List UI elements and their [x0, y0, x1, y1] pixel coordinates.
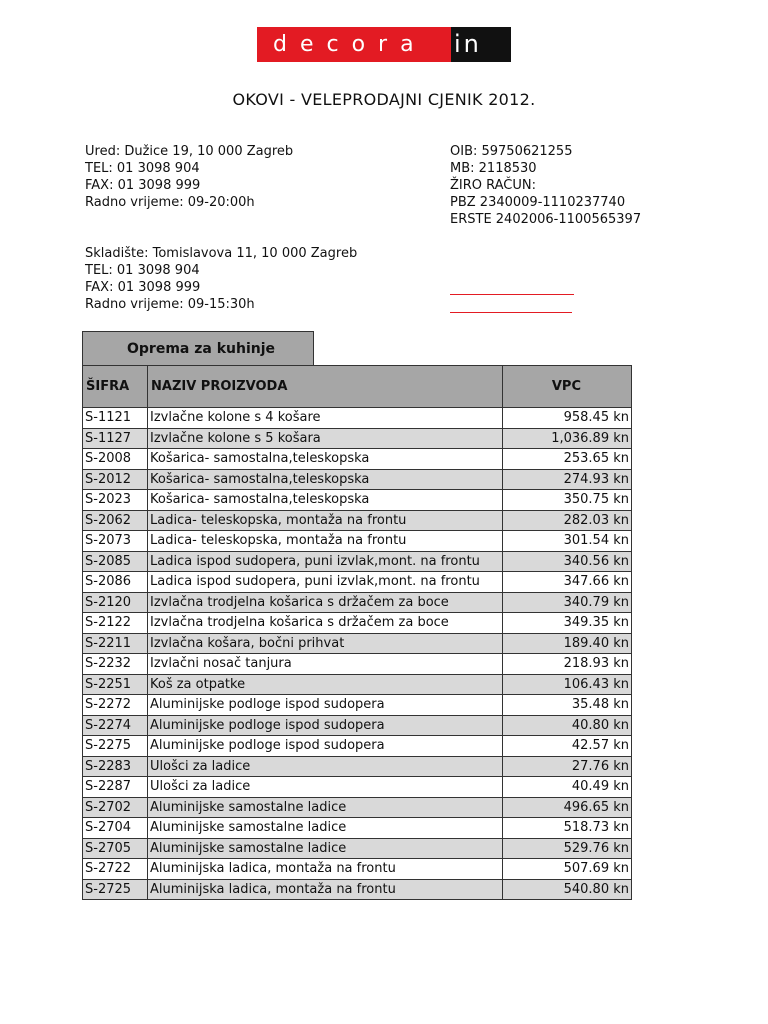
table-row — [83, 715, 632, 736]
product-code: S-2062 — [83, 510, 148, 531]
product-name: Ulošci za ladice — [148, 756, 503, 777]
logo-decora-text: decora — [257, 27, 451, 62]
table-row — [83, 756, 632, 777]
product-price: 340.79 kn — [503, 592, 632, 613]
warehouse-address: Skladište: Tomislavova 11, 10 000 Zagreb — [85, 246, 358, 261]
table-row — [83, 838, 632, 859]
product-price: 540.80 kn — [503, 879, 632, 900]
product-price: 35.48 kn — [503, 695, 632, 716]
table-row — [83, 428, 632, 449]
product-price: 106.43 kn — [503, 674, 632, 695]
product-name: Izvlačna košara, bočni prihvat — [148, 633, 503, 654]
product-name: Aluminijske podloge ispod sudopera — [148, 715, 503, 736]
table-row — [83, 613, 632, 634]
table-row — [83, 654, 632, 675]
table-row — [83, 510, 632, 531]
table-row — [83, 797, 632, 818]
product-code: S-2211 — [83, 633, 148, 654]
product-name: Izvlačna trodjelna košarica s držačem za boce — [148, 613, 503, 634]
column-header-name: NAZIV PROIZVODA — [148, 366, 503, 408]
product-code: S-1127 — [83, 428, 148, 449]
product-name: Košarica- samostalna,teleskopska — [148, 490, 503, 511]
product-name: Aluminijske samostalne ladice — [148, 838, 503, 859]
product-name: Izvlačne kolone s 4 košare — [148, 408, 503, 429]
product-name: Ladica ispod sudopera, puni izvlak,mont. na frontu — [148, 572, 503, 593]
product-price: 218.93 kn — [503, 654, 632, 675]
warehouse-tel: TEL: 01 3098 904 — [85, 263, 200, 278]
product-name: Izvlačna trodjelna košarica s držačem za boce — [148, 592, 503, 613]
product-price: 40.49 kn — [503, 777, 632, 798]
product-price: 518.73 kn — [503, 818, 632, 839]
product-code: S-2287 — [83, 777, 148, 798]
product-name: Ulošci za ladice — [148, 777, 503, 798]
office-address: Ured: Dužice 19, 10 000 Zagreb — [85, 144, 294, 159]
column-header-price: VPC — [503, 366, 632, 408]
product-name: Izvlačne kolone s 5 košara — [148, 428, 503, 449]
table-row — [83, 592, 632, 613]
red-divider — [450, 312, 572, 313]
product-code: S-2705 — [83, 838, 148, 859]
product-code: S-2272 — [83, 695, 148, 716]
table-row — [83, 777, 632, 798]
product-name: Aluminijske podloge ispod sudopera — [148, 736, 503, 757]
product-code: S-1121 — [83, 408, 148, 429]
red-divider — [450, 294, 574, 295]
product-price: 40.80 kn — [503, 715, 632, 736]
table-row — [83, 531, 632, 552]
table-row — [83, 469, 632, 490]
product-code: S-2232 — [83, 654, 148, 675]
product-code: S-2008 — [83, 449, 148, 470]
product-name: Koš za otpatke — [148, 674, 503, 695]
table-row — [83, 859, 632, 880]
product-price: 189.40 kn — [503, 633, 632, 654]
product-price: 42.57 kn — [503, 736, 632, 757]
product-name: Aluminijske podloge ispod sudopera — [148, 695, 503, 716]
table-row — [83, 449, 632, 470]
product-price: 301.54 kn — [503, 531, 632, 552]
product-code: S-2085 — [83, 551, 148, 572]
page-title: OKOVI - VELEPRODAJNI CJENIK 2012. — [232, 90, 536, 109]
product-code: S-2086 — [83, 572, 148, 593]
product-name: Ladica ispod sudopera, puni izvlak,mont. na frontu — [148, 551, 503, 572]
table-row — [83, 674, 632, 695]
product-name: Aluminijska ladica, montaža na frontu — [148, 879, 503, 900]
product-price: 496.65 kn — [503, 797, 632, 818]
office-fax: FAX: 01 3098 999 — [85, 178, 201, 193]
product-code: S-2012 — [83, 469, 148, 490]
product-code: S-2120 — [83, 592, 148, 613]
product-name: Košarica- samostalna,teleskopska — [148, 449, 503, 470]
product-code: S-2704 — [83, 818, 148, 839]
product-price: 507.69 kn — [503, 859, 632, 880]
product-name: Ladica- teleskopska, montaža na frontu — [148, 531, 503, 552]
product-price: 958.45 kn — [503, 408, 632, 429]
logo-in-text: in — [451, 27, 511, 62]
warehouse-info — [85, 245, 357, 313]
warehouse-hours: Radno vrijeme: 09-15:30h — [85, 297, 255, 312]
office-tel: TEL: 01 3098 904 — [85, 161, 200, 176]
table-header-row — [83, 366, 632, 408]
product-price: 27.76 kn — [503, 756, 632, 777]
company-account-pbz: PBZ 2340009-1110237740 — [450, 195, 626, 210]
product-code: S-2722 — [83, 859, 148, 880]
table-row — [83, 490, 632, 511]
table-row — [83, 879, 632, 900]
product-price: 282.03 kn — [503, 510, 632, 531]
table-row — [83, 695, 632, 716]
product-price: 340.56 kn — [503, 551, 632, 572]
product-name: Izvlačni nosač tanjura — [148, 654, 503, 675]
office-info — [85, 143, 293, 211]
product-code: S-2275 — [83, 736, 148, 757]
product-name: Aluminijske samostalne ladice — [148, 797, 503, 818]
company-info — [450, 143, 641, 228]
product-code: S-2023 — [83, 490, 148, 511]
company-mb: MB: 2118530 — [450, 161, 537, 176]
product-price: 529.76 kn — [503, 838, 632, 859]
product-code: S-2702 — [83, 797, 148, 818]
product-code: S-2251 — [83, 674, 148, 695]
warehouse-fax: FAX: 01 3098 999 — [85, 280, 201, 295]
company-account-erste: ERSTE 2402006-1100565397 — [450, 212, 642, 227]
table-row — [83, 572, 632, 593]
product-name: Aluminijska ladica, montaža na frontu — [148, 859, 503, 880]
product-name: Aluminijske samostalne ladice — [148, 818, 503, 839]
product-code: S-2073 — [83, 531, 148, 552]
office-hours: Radno vrijeme: 09-20:00h — [85, 195, 255, 210]
product-name: Košarica- samostalna,teleskopska — [148, 469, 503, 490]
table-row — [83, 633, 632, 654]
category-heading: Oprema za kuhinje — [82, 331, 314, 366]
product-price: 274.93 kn — [503, 469, 632, 490]
product-price: 347.66 kn — [503, 572, 632, 593]
product-price: 349.35 kn — [503, 613, 632, 634]
table-row — [83, 736, 632, 757]
table-row — [83, 551, 632, 572]
price-table — [82, 365, 632, 900]
column-header-code: ŠIFRA — [83, 366, 148, 408]
product-price: 350.75 kn — [503, 490, 632, 511]
product-code: S-2725 — [83, 879, 148, 900]
company-account-label: ŽIRO RAČUN: — [450, 178, 537, 193]
decorain-logo — [257, 27, 511, 62]
product-price: 253.65 kn — [503, 449, 632, 470]
product-code: S-2122 — [83, 613, 148, 634]
table-row — [83, 818, 632, 839]
product-name: Ladica- teleskopska, montaža na frontu — [148, 510, 503, 531]
product-code: S-2274 — [83, 715, 148, 736]
table-row — [83, 408, 632, 429]
product-code: S-2283 — [83, 756, 148, 777]
product-price: 1,036.89 kn — [503, 428, 632, 449]
company-oib: OIB: 59750621255 — [450, 144, 573, 159]
